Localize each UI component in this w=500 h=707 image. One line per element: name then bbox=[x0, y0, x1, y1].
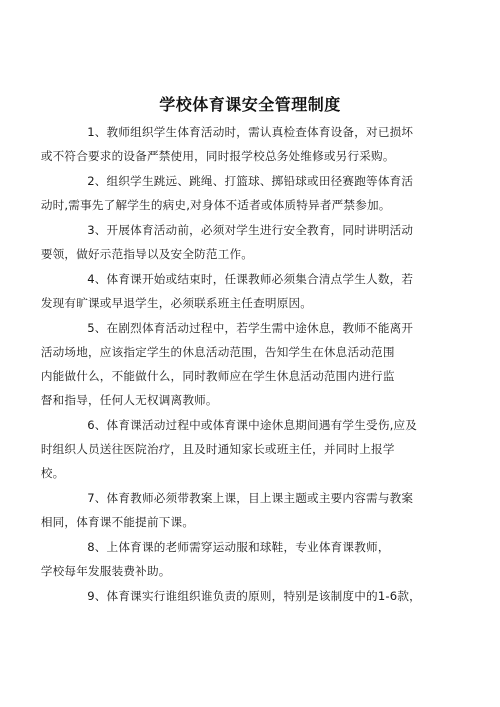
paragraph-line: 内能做什么，不能做什么，同时教师应在学生休息活动范围内进行监 bbox=[40, 369, 395, 383]
paragraph-line: 要领，做好示范指导以及安全防范工作。 bbox=[40, 247, 254, 261]
paragraph-line: 7、体育教师必须带教案上课，目上课主题或主要内容需与教案 bbox=[87, 491, 414, 505]
paragraph-line: 活动场地，应该指定学生的休息活动范围，告知学生在休息活动范围 bbox=[40, 345, 395, 359]
paragraph-line: 2、组织学生跳远、跳绳、打篮球、掷铅球或田径赛跑等体育活 bbox=[87, 174, 414, 188]
paragraph-6 bbox=[40, 413, 444, 485]
paragraph-5 bbox=[40, 316, 444, 412]
paragraph-line: 相同，体育课不能提前下课。 bbox=[40, 515, 195, 529]
paragraph-line: 4、体育课开始或结束时，任课教师必须集合清点学生人数，若 bbox=[87, 272, 414, 286]
paragraph-9 bbox=[64, 584, 444, 608]
paragraph-line: 8、上体育课的老师需穿运动服和球鞋，专业体育课教师， bbox=[87, 540, 390, 554]
paragraph-1 bbox=[40, 120, 444, 168]
paragraph-line: 学校每年发服装费补助。 bbox=[40, 564, 171, 578]
paragraph-line: 或不符合要求的设备严禁使用，同时报学校总务处维修或另行采购。 bbox=[40, 149, 395, 163]
paragraph-line: 校。 bbox=[40, 466, 65, 480]
paragraph-line: 动时,需事先了解学生的病史,对身体不适者或体质特异者严禁参加。 bbox=[40, 198, 391, 212]
paragraph-4 bbox=[40, 267, 444, 315]
paragraph-line: 1、教师组织学生体育活动时，需认真检查体育设备，对已损坏 bbox=[87, 125, 414, 139]
paragraph-line: 3、开展体育活动前，必须对学生进行安全教育，同时讲明活动 bbox=[87, 223, 414, 237]
paragraph-line: 9、体育课实行谁组织谁负责的原则，特别是该制度中的1-6款， bbox=[87, 589, 421, 603]
paragraph-line: 6、体育课活动过程中或体育课中途休息期间遇有学生受伤,应及 bbox=[87, 418, 418, 432]
paragraph-line: 时组织人员送往医院治疗，且及时通知家长或班主任，并同时上报学 bbox=[40, 442, 395, 456]
document-body bbox=[40, 120, 444, 609]
paragraph-line: 5、在剧烈体育活动过程中，若学生需中途休息，教师不能离开 bbox=[87, 321, 414, 335]
paragraph-2 bbox=[40, 169, 444, 217]
paragraph-8 bbox=[40, 535, 444, 583]
paragraph-line: 发现有旷课或早退学生，必须联系班主任查明原因。 bbox=[40, 296, 313, 310]
paragraph-line: 督和指导，任何人无权调离教师。 bbox=[40, 393, 218, 407]
paragraph-3 bbox=[40, 218, 444, 266]
document-title: 学校体育课安全管理制度 bbox=[159, 95, 341, 114]
paragraph-7 bbox=[40, 486, 444, 534]
